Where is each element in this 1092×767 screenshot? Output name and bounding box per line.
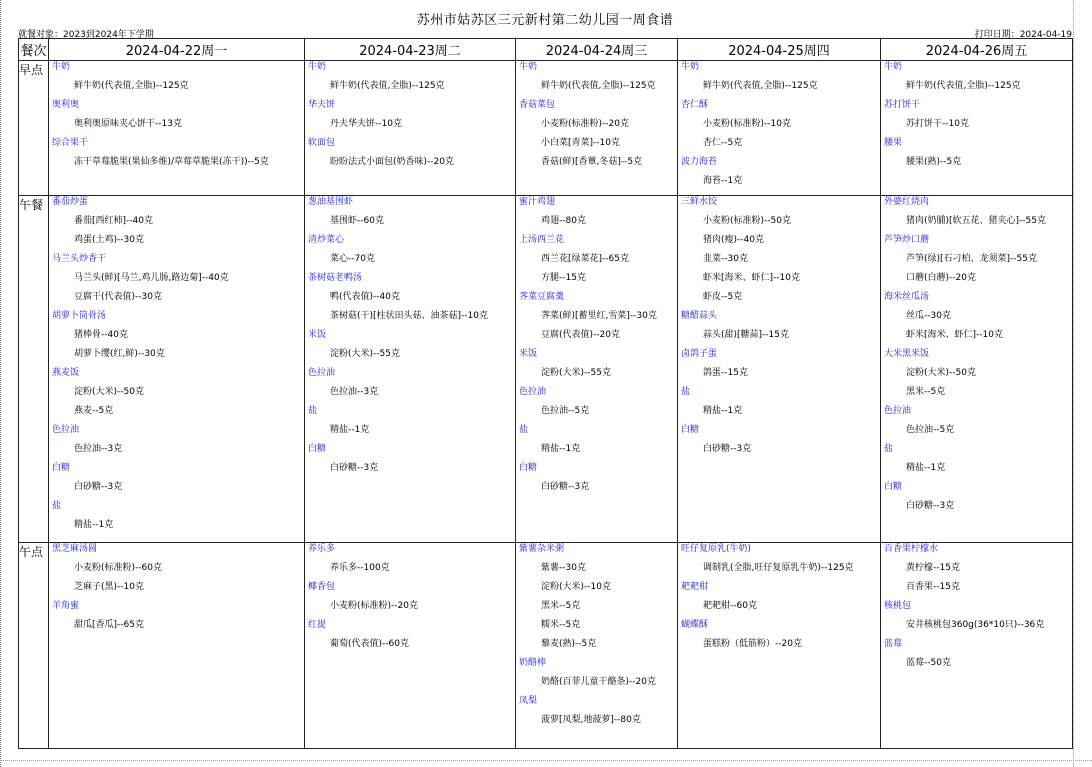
meal-row-breakfast [19, 61, 1073, 196]
header-row [19, 39, 1073, 61]
weekly-menu-table [18, 38, 1073, 749]
meal-name: 午餐 [19, 196, 49, 543]
ingredient-line: 藜麦(熟)--5克 [541, 639, 597, 649]
ingredient-line: 杏仁--5克 [703, 138, 743, 148]
ingredient-line: 精盐--1克 [703, 406, 743, 416]
ingredient-line: 甜瓜[香瓜]--65克 [74, 620, 144, 630]
meal-row-lunch [19, 196, 1073, 543]
ingredient-line: 鲜牛奶(代表值,全脂)--125克 [541, 81, 656, 91]
day-header: 2024-04-22周一 [49, 39, 305, 61]
ingredient-line: 苏打饼干--10克 [906, 119, 969, 129]
ingredient-line: 淀粉(大米)--50克 [74, 387, 144, 397]
ingredient-line: 白砂糖--3克 [330, 463, 379, 473]
dish-name: 荠菜豆腐羹 [519, 292, 565, 302]
ingredient-line: 鲜牛奶(代表值,全脂)--125克 [906, 81, 1021, 91]
dish-name: 百香果柠檬水 [884, 544, 939, 554]
ingredient-line: 糯米--5克 [541, 620, 581, 630]
meal-name: 早点 [19, 61, 49, 196]
menu-cell [516, 61, 678, 196]
ingredient-line: 黑米--5克 [906, 387, 946, 397]
ingredient-line: 小麦粉(标准粉)--50克 [703, 216, 791, 226]
dish-name: 番茄炒蛋 [52, 197, 89, 207]
ingredient-line: 口蘑(白蘑)--20克 [906, 273, 976, 283]
ingredient-line: 淀粉(大米)--55克 [330, 349, 400, 359]
ingredient-line: 茶树菇(干)[柱状田头菇、油茶菇]--10克 [330, 311, 488, 321]
ingredient-line: 小麦粉(标准粉)--20克 [541, 119, 629, 129]
menu-cell [305, 196, 516, 543]
page-margin-line [0, 0, 1, 767]
ingredient-line: 淀粉(大米)--10克 [541, 582, 611, 592]
ingredient-line: 芝麻子(黑)--10克 [74, 582, 144, 592]
dish-name: 盐 [681, 387, 691, 397]
day-header: 2024-04-24周三 [516, 39, 678, 61]
dish-name: 养乐多 [308, 544, 336, 554]
dish-name: 色拉油 [52, 425, 80, 435]
ingredient-line: 精盐--1克 [330, 425, 370, 435]
dish-name: 凤梨 [519, 696, 538, 706]
menu-cell [49, 543, 305, 749]
dish-name: 牛奶 [52, 62, 71, 72]
ingredient-line: 蒜头(甜)[糖蒜]--15克 [703, 330, 789, 340]
ingredient-line: 奥利奥原味夹心饼干--13克 [74, 119, 182, 129]
menu-cell [305, 543, 516, 749]
ingredient-line: 小麦粉(标准粉)--20克 [330, 601, 418, 611]
menu-body [19, 61, 1073, 749]
ingredient-line: 胡萝卜缨(红,鲜)--30克 [74, 349, 165, 359]
dish-name: 海米丝瓜汤 [884, 292, 930, 302]
dish-name: 白糖 [681, 425, 700, 435]
ingredient-line: 淀粉(大米)--55克 [541, 368, 611, 378]
dish-name: 耙耙柑 [681, 582, 709, 592]
dish-name: 波力海苔 [681, 157, 718, 167]
menu-cell [881, 543, 1073, 749]
ingredient-line: 色拉油--3克 [330, 387, 379, 397]
dish-name: 盐 [308, 406, 318, 416]
ingredient-line: 耙耙柑--60克 [703, 601, 757, 611]
dish-name: 红提 [308, 620, 327, 630]
dish-name: 清炒菜心 [308, 235, 345, 245]
ingredient-line: 西兰花[绿菜花]--65克 [541, 254, 629, 264]
dish-name: 盐 [52, 501, 62, 511]
ingredient-line: 白砂糖--3克 [906, 501, 955, 511]
dish-name: 羊角蜜 [52, 601, 80, 611]
ingredient-line: 白砂糖--3克 [74, 482, 123, 492]
ingredient-line: 鸭(代表值)--40克 [330, 292, 400, 302]
ingredient-line: 豆腐(代表值)--20克 [541, 330, 620, 340]
ingredient-line: 海苔--1克 [703, 176, 743, 186]
ingredient-line: 精盐--1克 [906, 463, 946, 473]
ingredient-line: 韭菜--30克 [703, 254, 748, 264]
dish-name: 葱油基围虾 [308, 197, 354, 207]
menu-cell [516, 196, 678, 543]
dish-name: 三鲜水饺 [681, 197, 718, 207]
dish-name: 糖醋蒜头 [681, 311, 718, 321]
ingredient-line: 养乐多--100克 [330, 563, 390, 573]
dish-name: 苏打饼干 [884, 100, 921, 110]
dish-name: 香菇菜包 [519, 100, 556, 110]
dish-name: 大米黑米饭 [884, 349, 930, 359]
dish-name: 椰香包 [308, 582, 336, 592]
ingredient-line: 番茄[西红柿]--40克 [74, 216, 153, 226]
ingredient-line: 蓝莓--50克 [906, 658, 951, 668]
menu-cell [305, 61, 516, 196]
ingredient-line: 菜心--70克 [330, 254, 375, 264]
ingredient-line: 虾皮--5克 [703, 292, 743, 302]
ingredient-line: 腰果(熟)--5克 [906, 157, 962, 167]
ingredient-line: 荠菜(鲜)[蓄里红,雪菜]--30克 [541, 311, 657, 321]
ingredient-line: 猪肉(奶脯)[软五花、猪夹心]--55克 [906, 216, 1046, 226]
ingredient-line: 小麦粉(标准粉)--60克 [74, 563, 162, 573]
day-header: 2024-04-25周四 [678, 39, 881, 61]
dish-name: 色拉油 [308, 368, 336, 378]
ingredient-line: 色拉油--5克 [541, 406, 590, 416]
ingredient-line: 奶酪(百菲儿童干酪条)--20克 [541, 677, 656, 687]
ingredient-line: 小麦粉(标准粉)--10克 [703, 119, 791, 129]
ingredient-line: 白砂糖--3克 [541, 482, 590, 492]
menu-sheet [18, 0, 1072, 767]
ingredient-line: 基围虾--60克 [330, 216, 384, 226]
ingredient-line: 蛋糕粉（低筋粉）--20克 [703, 639, 802, 649]
ingredient-line: 紫薯--30克 [541, 563, 586, 573]
ingredient-line: 黑米--5克 [541, 601, 581, 611]
ingredient-line: 淀粉(大米)--50克 [906, 368, 976, 378]
ingredient-line: 白砂糖--3克 [703, 444, 752, 454]
ingredient-line: 精盐--1克 [74, 520, 114, 530]
dish-name: 白糖 [884, 482, 903, 492]
dish-name: 核桃包 [884, 601, 912, 611]
ingredient-line: 鸡蛋(土鸡)--30克 [74, 235, 144, 245]
diner-label: 就餐对象：2023到2024年下学期 [18, 30, 154, 40]
dish-name: 胡萝卜筒骨汤 [52, 311, 107, 321]
ingredient-line: 燕麦--5克 [74, 406, 114, 416]
ingredient-line: 调制乳(全脂,旺仔复原乳牛奶)--125克 [703, 563, 854, 573]
menu-cell [678, 543, 881, 749]
ingredient-line: 豆腐干(代表值)--30克 [74, 292, 162, 302]
menu-cell [49, 61, 305, 196]
dish-name: 软面包 [308, 138, 336, 148]
day-header: 2024-04-26周五 [881, 39, 1073, 61]
menu-cell [678, 61, 881, 196]
ingredient-line: 虾米[海米、虾仁]--10克 [703, 273, 800, 283]
ingredient-line: 葡萄(代表值)--60克 [330, 639, 409, 649]
dish-name: 牛奶 [519, 62, 538, 72]
ingredient-line: 盼盼法式小面包(奶香味)--20克 [330, 157, 454, 167]
ingredient-line: 菠萝[凤梨,地菠萝]--80克 [541, 715, 641, 725]
dish-name: 上汤西兰花 [519, 235, 565, 245]
meal-row-snack [19, 543, 1073, 749]
dish-name: 米饭 [308, 330, 327, 340]
dish-name: 奥利奥 [52, 100, 80, 110]
ingredient-line: 黄柠檬--15克 [906, 563, 960, 573]
meal-column-header: 餐次 [19, 39, 49, 61]
dish-name: 牛奶 [884, 62, 903, 72]
dish-name: 外婆红烧肉 [884, 197, 930, 207]
ingredient-line: 鸽蛋--15克 [703, 368, 748, 378]
ingredient-line: 小白菜[青菜]--10克 [541, 138, 620, 148]
dish-name: 盐 [519, 425, 529, 435]
dish-name: 牛奶 [308, 62, 327, 72]
menu-cell [881, 61, 1073, 196]
dish-name: 芦笋炒口蘑 [884, 235, 930, 245]
ingredient-line: 安井核桃包360g(36*10只)--36克 [906, 620, 1045, 630]
ingredient-line: 鲜牛奶(代表值,全脂)--125克 [330, 81, 445, 91]
ingredient-line: 香菇(鲜)[香蕈,冬菇]--5克 [541, 157, 643, 167]
ingredient-line: 冻干草莓脆果(果仙多维)/草莓草脆果(冻干))--5克 [74, 157, 269, 167]
ingredient-line: 猪棒骨--40克 [74, 330, 128, 340]
dish-name: 奶酪棒 [519, 658, 547, 668]
dish-name: 盐 [884, 444, 894, 454]
dish-name: 旺仔复原乳(牛奶) [681, 544, 752, 554]
ingredient-line: 猪肉(瘦)--40克 [703, 235, 764, 245]
dish-name: 腰果 [884, 138, 903, 148]
dish-name: 蝴蝶酥 [681, 620, 709, 630]
ingredient-line: 方腿--15克 [541, 273, 586, 283]
dish-name: 蓝莓 [884, 639, 903, 649]
dish-name: 蜜汁鸡翅 [519, 197, 556, 207]
dish-name: 色拉油 [884, 406, 912, 416]
dish-name: 白糖 [308, 444, 327, 454]
menu-cell [678, 196, 881, 543]
print-date-label: 打印日期：2024-04-19 [974, 30, 1072, 40]
dish-name: 杏仁酥 [681, 100, 709, 110]
dish-name: 燕麦饭 [52, 368, 80, 378]
ingredient-line: 色拉油--3克 [74, 444, 123, 454]
dish-name: 紫薯杂米粥 [519, 544, 565, 554]
page-title: 苏州市姑苏区三元新村第二幼儿园一周食谱 [416, 13, 674, 28]
day-header: 2024-04-23周二 [305, 39, 516, 61]
ingredient-line: 百香果--15克 [906, 582, 960, 592]
dish-name: 卤鸽子蛋 [681, 349, 718, 359]
dish-name: 马兰头炒香干 [52, 254, 107, 264]
dish-name: 茶树菇老鸭汤 [308, 273, 363, 283]
ingredient-line: 丝瓜--30克 [906, 311, 951, 321]
dish-name: 牛奶 [681, 62, 700, 72]
dish-name: 白糖 [519, 463, 538, 473]
ingredient-line: 鸡翅--80克 [541, 216, 586, 226]
meal-name: 午点 [19, 543, 49, 749]
dish-name: 综合果干 [52, 138, 89, 148]
dish-name: 黑芝麻汤圆 [52, 544, 98, 554]
ingredient-line: 色拉油--5克 [906, 425, 955, 435]
ingredient-line: 芦笋(绿)[石刁柏、龙须菜]--55克 [906, 254, 1037, 264]
dish-name: 白糖 [52, 463, 71, 473]
ingredient-line: 虾米[海米、虾仁]--10克 [906, 330, 1003, 340]
dish-name: 米饭 [519, 349, 538, 359]
menu-cell [516, 543, 678, 749]
ingredient-line: 马兰头(鲜)[马兰,鸡儿肠,路边菊]--40克 [74, 273, 229, 283]
ingredient-line: 精盐--1克 [541, 444, 581, 454]
menu-cell [881, 196, 1073, 543]
dish-name: 华夫饼 [308, 100, 336, 110]
ingredient-line: 鲜牛奶(代表值,全脂)--125克 [703, 81, 818, 91]
page-margin-line-right [1073, 0, 1074, 767]
ingredient-line: 鲜牛奶(代表值,全脂)--125克 [74, 81, 189, 91]
dish-name: 色拉油 [519, 387, 547, 397]
menu-cell [49, 196, 305, 543]
ingredient-line: 丹夫华夫饼--10克 [330, 119, 402, 129]
